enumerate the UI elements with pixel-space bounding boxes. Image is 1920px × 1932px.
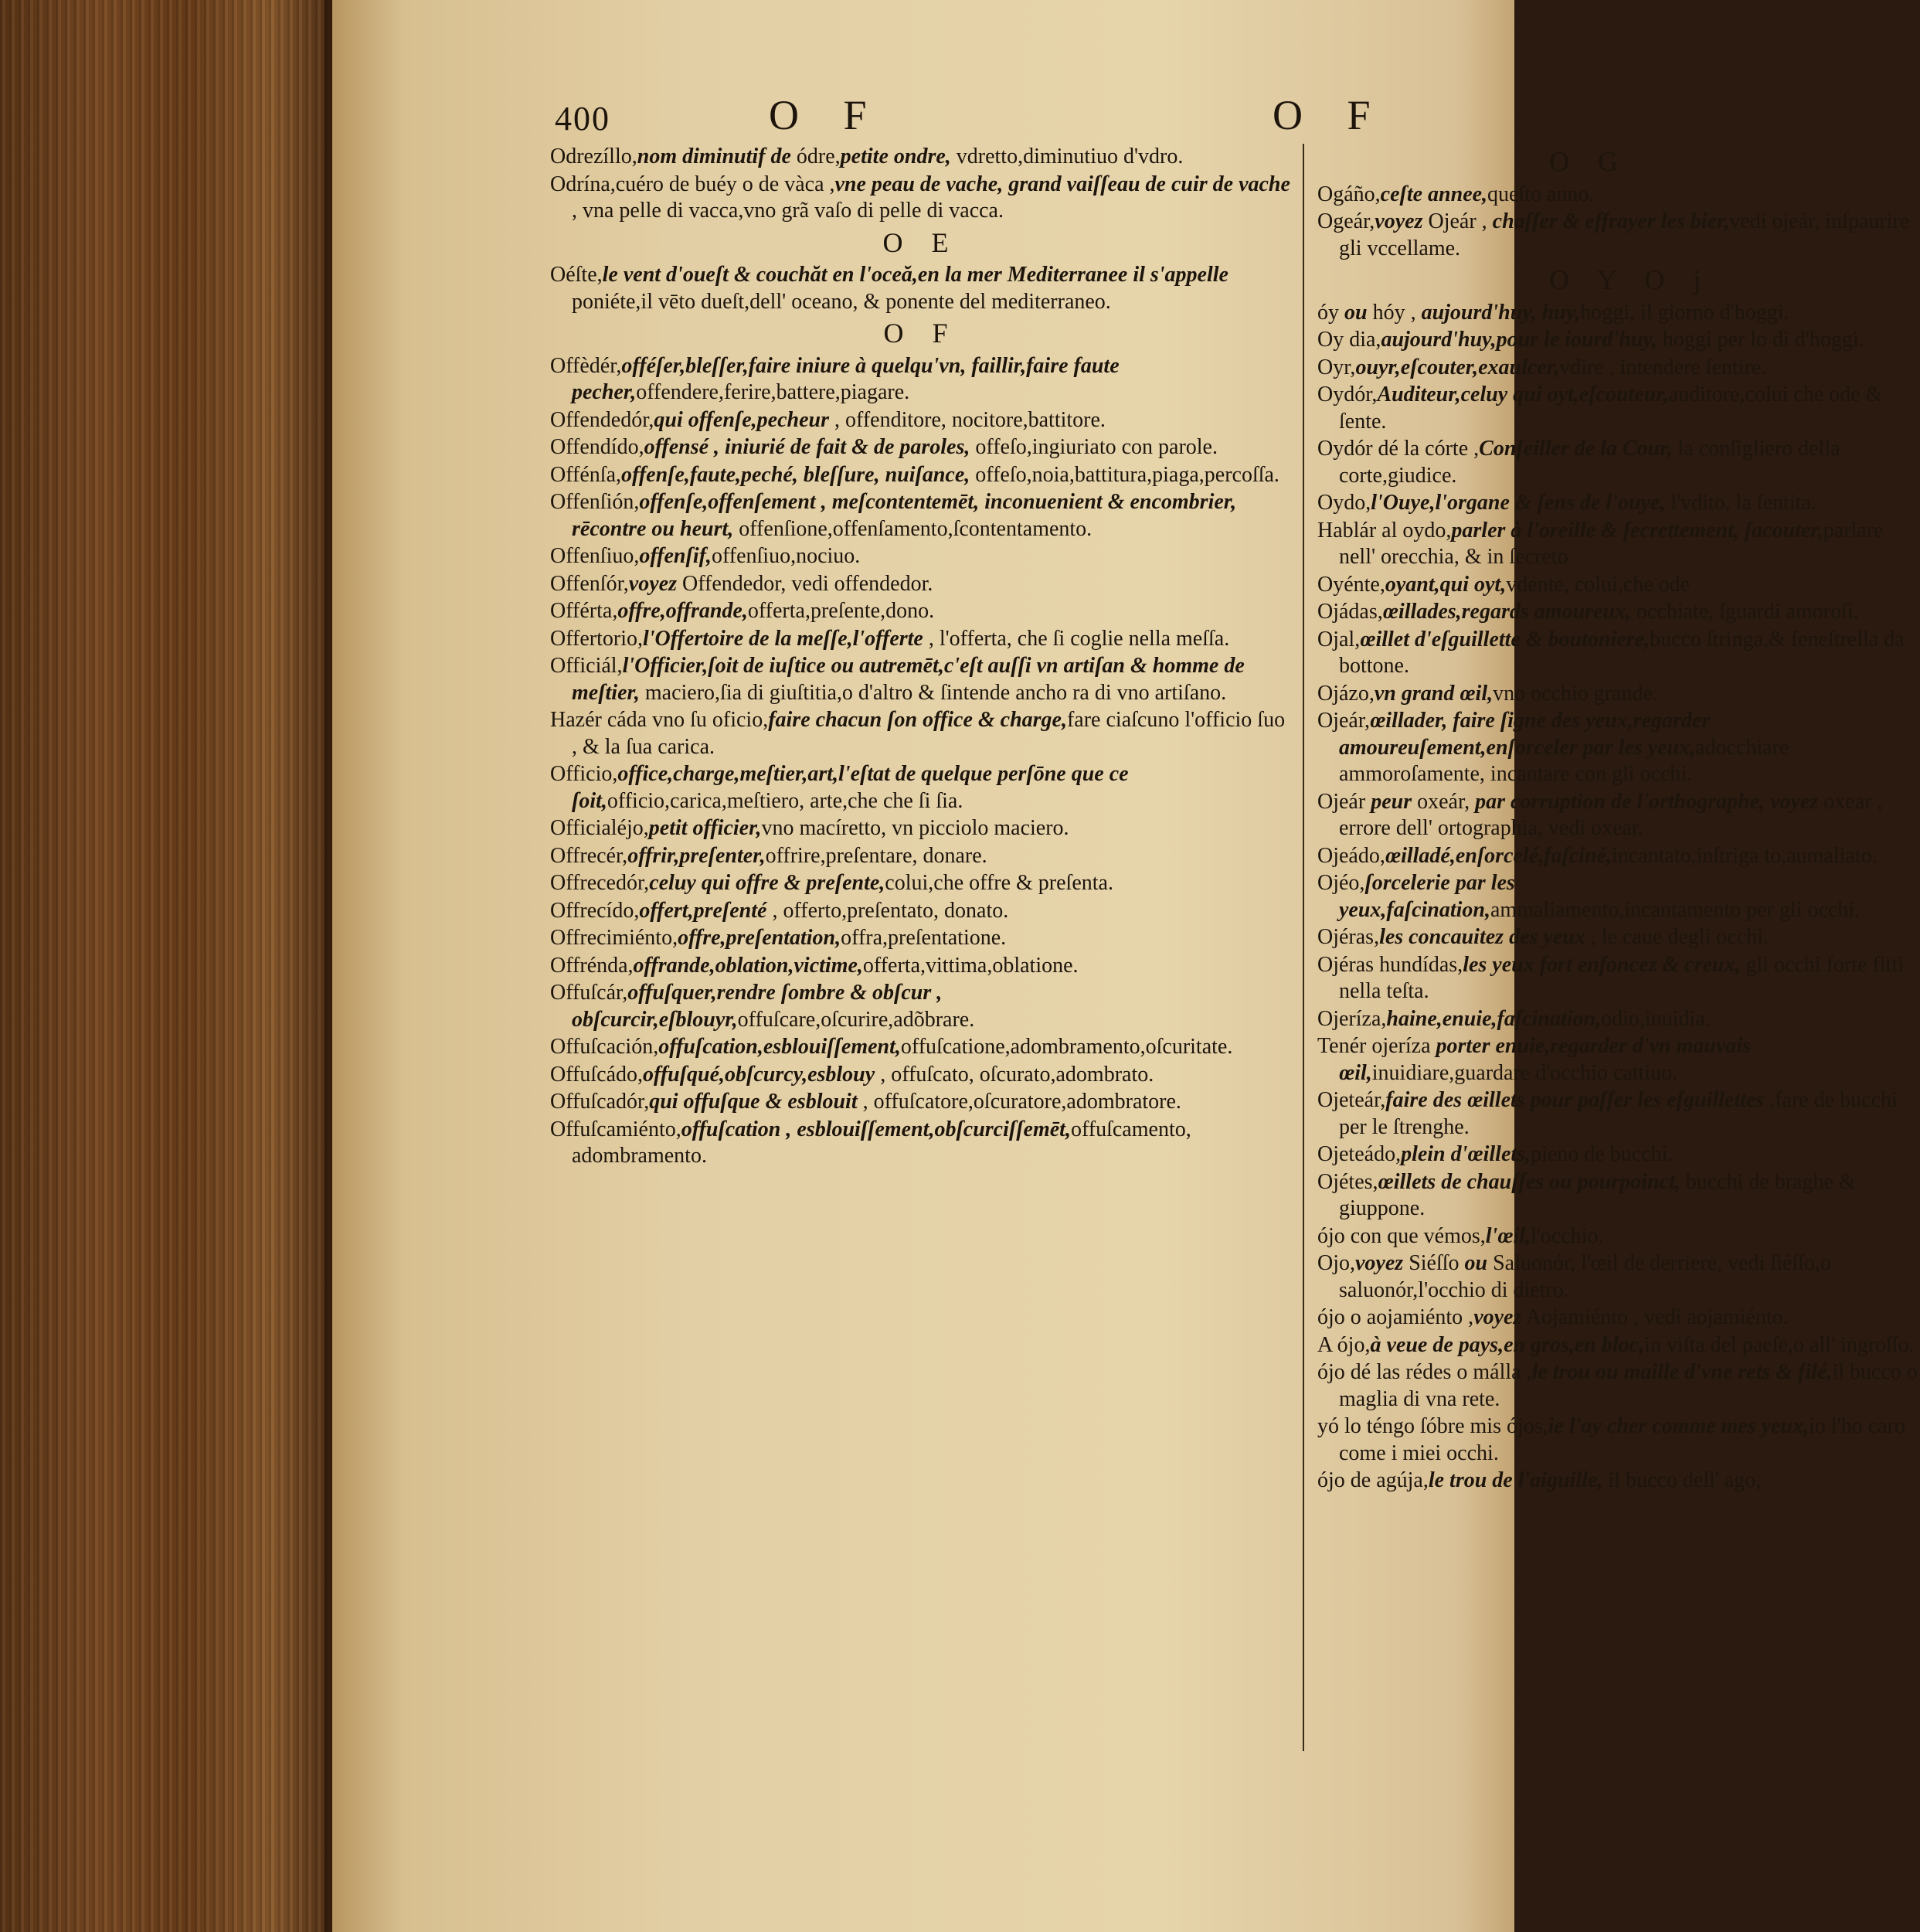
entry-italian-gloss: offuſcamento, adombramento.	[572, 1117, 1191, 1168]
entry-headword: Oydór dé la córte ,	[1317, 437, 1480, 461]
entry-headword: Offenſór,	[550, 571, 629, 596]
entry-headword: Offuſcadór,	[550, 1090, 650, 1114]
entry-french-gloss: offensé , iniurié de fait & de paroles,	[644, 435, 970, 459]
entry-headword: Offénſa,	[550, 462, 621, 487]
dictionary-entry	[1317, 1413, 1920, 1467]
entry-italian-gloss: offerta,vittima,oblatione.	[862, 953, 1079, 978]
entry-italian-gloss: vno macíretto, vn picciolo maciero.	[761, 816, 1069, 840]
dictionary-entry	[550, 407, 1292, 434]
entry-headword: Ojal,	[1317, 627, 1361, 651]
dictionary-entry	[550, 898, 1292, 925]
entry-italian-gloss: Aojamiénto , vedi aojamiénto.	[1521, 1305, 1789, 1329]
dictionary-entry	[550, 843, 1292, 870]
dictionary-entry	[550, 1034, 1292, 1061]
dictionary-entry	[550, 262, 1292, 315]
entry-french-gloss-2: par corruption de l'orthographe, voyez	[1475, 789, 1819, 814]
entry-french-gloss: offuſquer,rendre ſombre & obſcur , obſcurcir,eſblouyr,	[572, 981, 943, 1032]
entry-headword: Officiál,	[550, 654, 623, 678]
entry-italian-gloss: , offuſcato, oſcurato,adombrato.	[875, 1062, 1154, 1087]
dictionary-entry	[550, 1062, 1292, 1089]
entry-french-gloss: offrir,preſenter,	[627, 843, 766, 868]
dictionary-entry	[550, 571, 1292, 598]
dictionary-entry	[550, 870, 1292, 897]
entry-french-gloss: les yeux fort enfoncez & creux,	[1463, 952, 1741, 977]
entry-headword: Oyr,	[1317, 355, 1356, 379]
dictionary-entry	[550, 815, 1292, 842]
entry-headword: Offendído,	[550, 435, 644, 459]
entry-headword: Offuſcación,	[550, 1035, 659, 1059]
entry-french-gloss: haine,enuie,faſcination,	[1386, 1006, 1602, 1031]
entry-italian-gloss: la conſigliero della corte,giudice.	[1339, 437, 1840, 488]
entry-headword: yó lo téngo ſóbre mis ójos,	[1317, 1414, 1548, 1438]
entry-italian-gloss: bucchi de braghe & giuppone.	[1339, 1169, 1856, 1220]
entry-headword: Offenſión,	[550, 490, 640, 514]
dictionary-entry	[1317, 355, 1920, 382]
entry-italian-gloss: offuſcare,oſcurire,adõbrare.	[737, 1007, 975, 1032]
entry-italian-gloss: , le caue degli occhi.	[1585, 925, 1769, 949]
dictionary-entry	[1317, 1359, 1920, 1413]
entry-headword: Ojo,	[1317, 1251, 1355, 1275]
entry-headword: óy	[1317, 300, 1339, 325]
dictionary-entry	[1317, 1169, 1920, 1223]
entry-italian-gloss: offendere,ferire,battere,piagare.	[636, 380, 910, 404]
entry-french-gloss: Auditeur,celuy qui oyt,eſcouteur,	[1377, 383, 1669, 406]
entry-italian-gloss: l'occhio.	[1531, 1223, 1604, 1248]
entry-headword: Offuſcádo,	[550, 1062, 643, 1087]
entry-headword: Odrína,cuéro de buéy o de vàca ,	[550, 172, 835, 196]
entry-italian-gloss: offra,preſentatione.	[841, 926, 1007, 950]
entry-french-gloss: l'œil,	[1485, 1223, 1531, 1248]
entry-italian-gloss: io l'ho caro come i miei occhi.	[1339, 1414, 1905, 1465]
entry-french-gloss: qui offenſe,pecheur	[654, 407, 829, 432]
entry-french-gloss: œilladé,enſorcelé,faſciné,	[1385, 843, 1612, 868]
entry-french-gloss: le trou de l'aiguille,	[1428, 1468, 1603, 1492]
entry-french-gloss: les concauitez des yeux	[1379, 925, 1585, 949]
entry-french-gloss: offenſe,faute,peché, bleſſure, nuiſance,	[621, 462, 970, 487]
dictionary-entry	[1317, 1006, 1920, 1033]
dictionary-entry	[1317, 1223, 1920, 1250]
entry-headword: Oydór,	[1317, 383, 1378, 406]
page-number: 400	[555, 100, 610, 138]
entry-french-gloss: porter enuie,regarder d'vn mauvais œil,	[1339, 1034, 1752, 1085]
entry-italian-gloss: fare ciaſcuno l'officio ſuo , & la ſua carica.	[572, 708, 1286, 759]
entry-headword: Ojéo,	[1317, 871, 1365, 895]
entry-french-gloss: l'Offertoire de la meſſe,l'offerte	[643, 626, 923, 651]
dictionary-entry	[1317, 843, 1920, 870]
entry-italian-gloss: offuſcatione,adombramento,oſcuritate.	[900, 1035, 1233, 1059]
entry-headword: Ojétes,	[1317, 1169, 1378, 1194]
entry-french-gloss: œillader, faire ſigne des yeux,regarder amoureuſement,enſorceler par les yeux,	[1339, 709, 1711, 760]
entry-italian-gloss: offeſo,noia,battitura,piaga,percoſſa.	[970, 462, 1279, 487]
entry-headword: Ojeádo,	[1317, 843, 1385, 868]
entry-italian-gloss-2: vdretto,diminutiuo d'vdro.	[950, 145, 1184, 168]
entry-headword: Tenér ojeríza	[1317, 1034, 1431, 1058]
entry-italian-gloss: pieno de bucchi.	[1531, 1142, 1674, 1166]
entry-french-gloss: ie l'ay cher comme mes yeux,	[1548, 1414, 1810, 1438]
entry-italian-gloss: offrire,preſentare, donare.	[765, 843, 987, 868]
entry-french-gloss: ou	[1339, 300, 1368, 325]
entry-headword: Offrecído,	[550, 898, 640, 923]
entry-italian-gloss: officio,carica,meſtiero, arte,che che ſi ſia.	[607, 788, 963, 813]
entry-headword: Offrecér,	[550, 843, 628, 868]
entry-headword: Offrecedór,	[550, 871, 650, 895]
entry-french-gloss-2: aujourd'huy, huy,	[1421, 300, 1581, 325]
entry-italian-gloss: il bucco dell' ago,	[1602, 1468, 1762, 1492]
entry-headword: Ojeríza,	[1317, 1006, 1387, 1031]
entry-french-gloss: l'Ouye,l'organe & ſens de l'ouye,	[1371, 491, 1666, 515]
entry-french-gloss: office,charge,meſtier,art,l'eſtat de quelque perſōne que ce ſoit,	[572, 762, 1129, 813]
entry-headword: Hazér cáda vno ſu oficio,	[550, 708, 769, 732]
entry-french-gloss: l'Officier,ſoit de iuſtice ou autremēt,c'eſt auſſi vn artiſan & homme de meſtier,	[572, 654, 1245, 705]
dictionary-entry	[1317, 518, 1920, 571]
entry-italian-gloss: , offuſcatore,oſcuratore,adombratore.	[857, 1090, 1181, 1114]
entry-french-gloss: ſorcelerie par les yeux,faſcination,	[1339, 871, 1515, 922]
entry-headword: ójo con que vémos,	[1317, 1223, 1486, 1248]
entry-italian-gloss: offeſo,ingiuriato con parole.	[970, 435, 1218, 459]
entry-headword: Offenſiuo,	[550, 544, 640, 568]
entry-french-gloss: ceſte annee,	[1380, 182, 1488, 206]
entry-french-gloss: offuſcation , esblouiſſement,obſcurciſſemēt,	[681, 1117, 1071, 1141]
entry-italian-gloss: queſto anno.	[1487, 182, 1595, 206]
dictionary-entry	[1317, 1033, 1920, 1087]
entry-headword: Ojeteádo,	[1317, 1142, 1402, 1166]
entry-headword: Ogáño,	[1317, 182, 1381, 206]
entry-french-gloss: voyez	[1355, 1251, 1404, 1275]
entry-headword: Hablár al oydo,	[1317, 518, 1452, 543]
dictionary-entry	[1317, 1332, 1920, 1359]
entry-french-gloss: oyant,qui oyt,	[1385, 572, 1507, 597]
entry-french-gloss: offrande,oblation,victime,	[633, 953, 863, 978]
entry-french-gloss: faire chacun ſon office & charge,	[768, 708, 1067, 732]
dictionary-entry	[1317, 572, 1920, 599]
section-heading: O F	[883, 318, 959, 349]
entry-french-gloss: le vent d'oueſt & couchăt en l'oceă,en la mer Mediterranee il s'appelle	[602, 263, 1228, 287]
entry-french-gloss-2: chaſſer & effrayer les bier,	[1492, 209, 1730, 233]
entry-headword: Offendedór,	[550, 407, 654, 432]
entry-headword: Ojeár,	[1317, 709, 1371, 733]
entry-italian-gloss: vdire , intendere ſentire.	[1559, 355, 1767, 379]
dictionary-entry	[1317, 182, 1920, 209]
entry-italian-gloss: Siéſſo	[1403, 1251, 1465, 1275]
entry-headword: Ogeár,	[1317, 209, 1375, 233]
entry-italian-gloss: gli occhi forte fitti nella teſta.	[1339, 952, 1904, 1003]
dictionary-entry	[550, 144, 1292, 171]
dictionary-entry	[550, 543, 1292, 570]
entry-french-gloss: offuſqué,obſcurcy,esblouy	[643, 1062, 875, 1087]
entry-headword: ójo o aojamiénto ,	[1317, 1305, 1474, 1329]
entry-italian-gloss: ódre,	[790, 145, 841, 168]
entry-french-gloss: vne peau de vache, grand vaiſſeau de cuir de vache	[834, 172, 1290, 196]
entry-italian-gloss: ,fare de bucchi per le ſtrenghe.	[1339, 1088, 1898, 1139]
dictionary-entry	[550, 598, 1292, 625]
dictionary-entry	[1317, 300, 1920, 327]
entry-italian-gloss: , l'offerta, che ſi coglie nella meſſa.	[923, 626, 1230, 651]
entry-italian-gloss: offenſiuo,nociuo.	[711, 544, 861, 568]
entry-italian-gloss: odio,inuidia.	[1601, 1006, 1711, 1031]
dictionary-entry	[1317, 924, 1920, 951]
entry-french-gloss: œillets de chauſſes ou pourpoinct,	[1378, 1169, 1680, 1194]
entry-headword: ójo de agúja,	[1317, 1468, 1429, 1492]
entry-headword: Ojádas,	[1317, 600, 1383, 624]
entry-italian-gloss: Offendedor, vedi offendedor.	[676, 571, 933, 596]
entry-italian-gloss: occhiate, ſguardi amoroſi.	[1631, 600, 1859, 624]
entry-headword: Oéſte,	[550, 263, 603, 287]
left-column	[550, 144, 1292, 1171]
dictionary-entry	[1317, 382, 1920, 435]
entry-headword: A ójo,	[1317, 1332, 1371, 1357]
entry-italian-gloss-2: vedi ojeár, inſpaurire gli vccellame.	[1339, 209, 1910, 260]
entry-headword: Oy dia,	[1317, 328, 1381, 352]
book-page	[332, 0, 1918, 1932]
entry-italian-gloss: adocchiare ammoroſamente, incantare con gli occhi.	[1339, 735, 1789, 786]
entry-italian-gloss: vno occhio grande.	[1493, 681, 1658, 706]
dictionary-entry	[1317, 436, 1920, 489]
entry-italian-gloss: colui,che offre & preſenta.	[885, 871, 1113, 895]
dictionary-entry	[1317, 209, 1920, 262]
entry-italian-gloss-2: Saluonór, l'œil de derriere, vedi ſiéſſo,o saluonór,l'occhio di dietro.	[1339, 1251, 1831, 1302]
entry-french-gloss: le trou ou maille d'vne rets & filé,	[1531, 1360, 1833, 1384]
entry-headword: Ojéras hundídas,	[1317, 952, 1463, 977]
entry-french-gloss: offre,offrande,	[617, 599, 748, 623]
entry-french-gloss-2: ou	[1464, 1251, 1488, 1275]
dictionary-entry	[1317, 681, 1920, 708]
entry-headword: Ojeteár,	[1317, 1088, 1386, 1112]
entry-headword: Offérta,	[550, 599, 618, 623]
entry-italian-gloss: auditore,colui che ode & ſente.	[1339, 383, 1883, 434]
entry-french-gloss: peur	[1365, 789, 1412, 814]
page-header	[332, 91, 1514, 145]
entry-headword: Officialéjo,	[550, 816, 649, 840]
entry-french-gloss: aujourd'huy,pour le iourd'huy,	[1381, 328, 1657, 352]
entry-italian-gloss: in viſta del paeſe,o all' ingroſſo.	[1644, 1332, 1915, 1357]
dictionary-entry	[1317, 490, 1920, 517]
section-heading: O E	[882, 226, 960, 258]
entry-french-gloss: offenſif,	[639, 544, 712, 568]
dictionary-entry	[1317, 1141, 1920, 1168]
entry-french-gloss: offert,preſenté	[639, 898, 767, 923]
dictionary-entry	[550, 1089, 1292, 1116]
entry-headword: Offrénda,	[550, 953, 634, 978]
dictionary-entry	[550, 462, 1292, 489]
entry-italian-gloss: offerta,preſente,dono.	[747, 599, 935, 623]
dictionary-entry	[1317, 870, 1920, 923]
section-heading: O G	[1549, 146, 1629, 177]
entry-french-gloss: voyez	[1375, 209, 1423, 233]
entry-french-gloss: voyez	[628, 571, 677, 596]
dictionary-entry	[1317, 599, 1920, 626]
dictionary-entry	[550, 925, 1292, 952]
entry-french-gloss: à veue de pays,en gros,en bloc,	[1370, 1332, 1645, 1357]
section-heading: O Y O j	[1549, 264, 1712, 295]
entry-italian-gloss: , vna pelle di vacca,vno grã vaſo di pelle di vacca.	[572, 199, 1004, 223]
entry-italian-gloss: il bucco o maglia di vna rete.	[1339, 1360, 1918, 1411]
dictionary-entry	[550, 434, 1292, 461]
entry-french-gloss: offuſcation,esblouiſſement,	[658, 1035, 901, 1059]
dictionary-entry	[550, 707, 1292, 760]
entry-headword: ójo dé las rédes o málla ,	[1317, 1360, 1532, 1384]
entry-italian-gloss: offenſione,offenſamento,ſcontentamento.	[733, 516, 1093, 541]
entry-italian-gloss: hoggi per lo di d'hoggi.	[1657, 328, 1864, 352]
entry-italian-gloss: parlare nell' orecchia, & in ſecreto	[1339, 518, 1884, 569]
entry-italian-gloss: oxeár,	[1412, 789, 1476, 814]
right-column	[1317, 144, 1920, 1495]
right-running-head: O F	[1273, 92, 1388, 138]
entry-french-gloss: plein d'œillets,	[1401, 1142, 1531, 1166]
entry-french-gloss: parler à l'oreille & ſecrettement, ſacouter,	[1451, 518, 1823, 543]
dictionary-entry	[1317, 327, 1920, 354]
entry-headword: Offuſcamiénto,	[550, 1117, 681, 1141]
entry-french-gloss: faire des œillets pour paſſer les eſguillettes	[1385, 1088, 1765, 1112]
book-binding	[0, 0, 340, 1932]
entry-italian-gloss: maciero,ſia di giuſtitia,o d'altro & ſintende ancho ra di vno artiſano.	[639, 680, 1227, 705]
left-running-head: O F	[769, 92, 884, 138]
entry-french-gloss: voyez	[1473, 1305, 1522, 1329]
column-divider	[1303, 144, 1304, 1751]
entry-headword: Offèdér,	[550, 353, 622, 378]
dictionary-entry	[1317, 1304, 1920, 1332]
entry-italian-gloss: , offenditore, nocitore,battitore.	[829, 407, 1106, 432]
dictionary-entry	[550, 172, 1292, 225]
entry-italian-gloss-2: oxear , errore dell' ortographia, vedi oxear.	[1339, 789, 1883, 840]
entry-headword: Officio,	[550, 762, 618, 786]
entry-french-gloss: offre,preſentation,	[678, 926, 841, 950]
entry-headword: Ojéras,	[1317, 925, 1380, 949]
entry-french-gloss: Conſeiller de la Cour,	[1479, 437, 1673, 461]
dictionary-entry	[1317, 1468, 1920, 1495]
entry-italian-gloss: , offerto,preſentato, donato.	[766, 898, 1009, 923]
entry-italian-gloss: hóy ,	[1367, 300, 1422, 325]
entry-italian-gloss: vdente, colui,che ode	[1506, 572, 1691, 597]
dictionary-entry	[550, 1117, 1292, 1170]
entry-italian-gloss: inuidiare,guardare d'occhio cattiuo.	[1371, 1060, 1678, 1085]
dictionary-entry	[550, 653, 1292, 706]
entry-headword: Oyénte,	[1317, 572, 1385, 597]
entry-headword: Offertorio,	[550, 626, 643, 651]
entry-headword: Ojázo,	[1317, 681, 1375, 706]
entry-french-gloss: petit officier,	[648, 816, 762, 840]
entry-headword: Offuſcár,	[550, 981, 628, 1005]
entry-italian-gloss: Ojeár ,	[1422, 209, 1493, 233]
entry-french-gloss: celuy qui offre & preſente,	[649, 871, 885, 895]
entry-italian-gloss: ammaliamento,incantamento per gli occhi.	[1490, 897, 1861, 922]
dictionary-entry	[1317, 1250, 1920, 1304]
entry-french-gloss: œillet d'eſguillette & boutoniere,	[1360, 627, 1650, 651]
entry-french-gloss: nom diminutif de	[637, 145, 791, 168]
entry-italian-gloss: bucco ſtringa,& feneſtrella da bottone.	[1339, 627, 1905, 678]
dictionary-entry	[550, 761, 1292, 815]
entry-headword: Oydo,	[1317, 491, 1371, 515]
entry-headword: Offrecimiénto,	[550, 926, 678, 950]
entry-italian-gloss: poniéte,il vēto dueſt,dell' oceano, & ponente del mediterraneo.	[572, 289, 1111, 314]
dictionary-entry	[1317, 1087, 1920, 1141]
entry-italian-gloss: incantato,inſtriga to,aumaliato.	[1611, 843, 1878, 868]
dictionary-entry	[1317, 708, 1920, 788]
entry-french-gloss: offenſe,offenſement , meſcontentemēt, inconuenient & encombrier, rēcontre ou heurt,	[572, 490, 1237, 541]
dictionary-entry	[550, 626, 1292, 653]
entry-french-gloss: offéſer,bleſſer,faire iniure à quelqu'vn, faillir,faire faute pecher,	[572, 353, 1120, 404]
entry-french-gloss: ouyr,eſcouter,exaulcer,	[1355, 355, 1560, 379]
dictionary-entry	[550, 489, 1292, 543]
dictionary-entry	[1317, 789, 1920, 842]
dictionary-entry	[550, 353, 1292, 406]
entry-headword: Odrezíllo,	[550, 145, 637, 168]
entry-french-gloss: œillades,regards amoureux,	[1382, 600, 1632, 624]
entry-french-gloss: vn grand œil,	[1374, 681, 1494, 706]
entry-french-gloss: qui offuſque & esblouit	[649, 1090, 858, 1114]
dictionary-entry	[1317, 952, 1920, 1005]
entry-italian-gloss: l'vdito, la ſentita.	[1665, 491, 1816, 515]
dictionary-entry	[550, 980, 1292, 1033]
dictionary-entry	[1317, 627, 1920, 680]
dictionary-entry	[550, 953, 1292, 980]
entry-french-gloss-2: petite ondre,	[840, 145, 951, 168]
entry-italian-gloss-2: hoggi, il giorno d'hoggi.	[1580, 300, 1789, 325]
entry-headword: Ojeár	[1317, 789, 1366, 814]
